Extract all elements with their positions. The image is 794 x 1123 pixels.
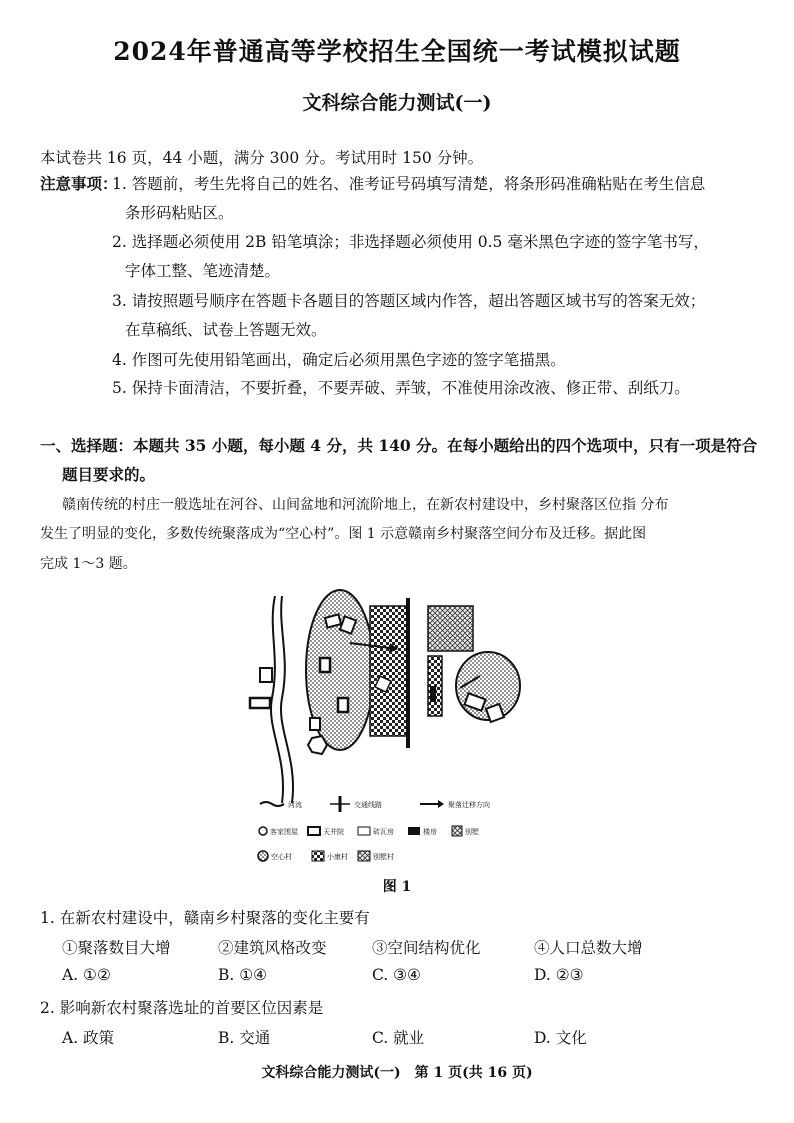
patio-house (338, 698, 348, 712)
hakka-house (308, 736, 327, 754)
legend-label: 交通线路 (354, 801, 382, 809)
legend-label: 砖瓦房 (373, 828, 394, 836)
legend-label: 空心村 (271, 853, 292, 861)
notice-item: 在草稿纸、试卷上答题无效。 (125, 321, 327, 339)
legend-label: 河流 (288, 801, 302, 809)
statement: ④人口总数大增 (534, 939, 643, 957)
migration-legend-icon (438, 800, 444, 808)
settlement-map (230, 588, 560, 868)
notice-item: 3. 请按照题号顺序在答题卡各题目的答题区域内作答，超出答题区域书写的答案无效； (112, 292, 706, 310)
villa-village-area (428, 606, 473, 651)
villa-legend-icon (452, 826, 462, 836)
section-heading: 一、选择题：本题共 35 小题，每小题 4 分，共 140 分。在每小题给出的四个选项中，只有一项是符合 (40, 436, 758, 455)
patio-house (250, 698, 270, 708)
legend-label: 小康村 (327, 853, 348, 861)
page-subtitle: 文科综合能力测试(一) (302, 92, 492, 114)
river-legend-icon (260, 802, 284, 806)
brick-legend-icon (358, 827, 370, 835)
villa-village-legend-icon (358, 851, 370, 861)
notice-item: 5. 保持卡面清洁，不要折叠，不要弄破、弄皱，不准使用涂改液、修正带、刮纸刀。 (112, 379, 690, 397)
statement: ①聚落数目大增 (62, 939, 171, 957)
answer-option: C. ③④ (372, 966, 421, 984)
question-stem: 2. 影响新农村聚落选址的首要区位因素是 (40, 999, 324, 1017)
legend-label: 天井院 (323, 828, 344, 836)
figure-caption: 图 1 (382, 879, 412, 895)
notice-item: 1. 答题前，考生先将自己的姓名、准考证号码填写清楚，将条形码准确粘贴在考生信息 (112, 175, 706, 193)
answer-option: C. 就业 (372, 1029, 425, 1047)
notice-item: 2. 选择题必须使用 2B 铅笔填涂；非选择题必须使用 0.5 毫米黑色字迹的签字笔书写， (112, 233, 709, 251)
legend-label: 聚落迁移方向 (448, 801, 490, 809)
statement: ③空间结构优化 (372, 939, 481, 957)
patio-house (320, 658, 330, 672)
answer-option: D. 文化 (534, 1029, 587, 1047)
section-heading-cont: 题目要求的。 (62, 465, 156, 484)
intro-text: 本试卷共 16 页，44 小题，满分 300 分。考试用时 150 分钟。 (40, 149, 484, 167)
legend-label: 别墅 (465, 828, 479, 836)
settlement-figure (230, 588, 560, 872)
map-legend (258, 796, 490, 861)
notice-label: 注意事项： (40, 174, 118, 193)
hollow-legend-icon (258, 851, 268, 861)
notice-item: 4. 作图可先使用铅笔画出，确定后必须用黑色字迹的签字笔描黑。 (112, 351, 566, 369)
answer-option: B. ①④ (218, 966, 268, 984)
answer-option: B. 交通 (218, 1029, 271, 1047)
patio-house (325, 614, 341, 627)
patio-legend-icon (308, 827, 320, 835)
xiaokang-village-area (370, 606, 408, 736)
xiaokang-legend-icon (312, 851, 324, 861)
answer-option: A. 政策 (62, 1029, 115, 1047)
passage-line: 完成 1～3 题。 (40, 556, 137, 572)
building-legend-icon (408, 827, 420, 835)
answer-option: D. ②③ (534, 966, 584, 984)
brick-house (310, 718, 320, 730)
notice-item: 条形码粘贴区。 (125, 204, 234, 222)
hakka-legend-icon (259, 827, 267, 835)
page-title: 2024年普通高等学校招生全国统一考试模拟试题 (113, 37, 681, 66)
legend-label: 别墅村 (373, 853, 394, 861)
brick-house (260, 668, 272, 682)
page-footer: 文科综合能力测试(一) 第 1 页(共 16 页) (261, 1065, 533, 1081)
passage-line: 发生了明显的变化，多数传统聚落成为“空心村”。图 1 示意赣南乡村聚落空间分布及迁移。据此图 (40, 526, 647, 542)
passage-line: 赣南传统的村庄一般选址在河谷、山间盆地和河流阶地上，在新农村建设中，乡村聚落区位指 分布 (62, 497, 669, 513)
legend-label: 客家围屋 (270, 828, 298, 836)
notice-item: 字体工整、笔迹清楚。 (125, 262, 281, 280)
answer-option: A. ①② (62, 966, 111, 984)
legend-label: 楼房 (423, 828, 437, 836)
statement: ②建筑风格改变 (218, 939, 327, 957)
tall-building (430, 686, 436, 702)
question-stem: 1. 在新农村建设中，赣南乡村聚落的变化主要有 (40, 909, 370, 927)
